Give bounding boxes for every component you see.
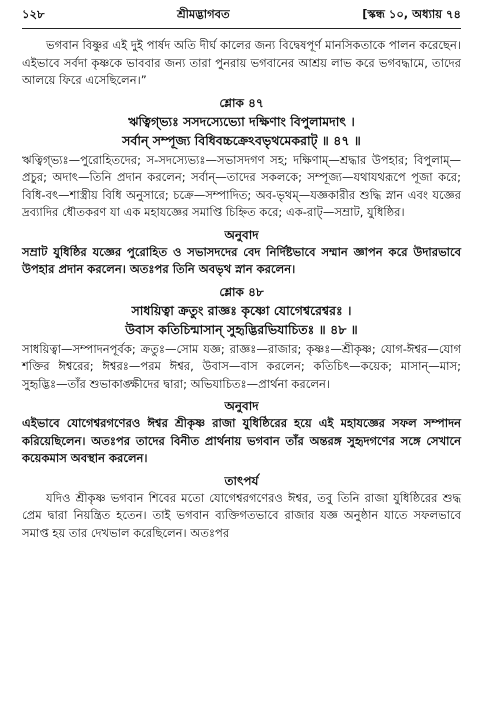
intro-paragraph: ভগবান বিষ্ণুর এই দুই পার্ষদ অতি দীর্ঘ কালের জন্য বিদ্বেষপূর্ণ মানসিকতাকে পালন করেছেন। এইভাবে সর্বদা কৃষ্ণকে ভাববার জন্য তারা পুনরায় ভগবানের আশ্রয় লাভ করে ভগবদ্ধামে, তাদের আলয়ে ফিরে এসেছিলেন।” [22, 38, 461, 87]
verse-47-translation-heading: অনুবাদ [224, 227, 259, 242]
verse-48-line-2: উবাস কতিচিন্মাসান্ সুহৃদ্ভিরভিযাচিতঃ ॥ ৪৮ ॥ [125, 321, 358, 337]
verse-48-heading: শ্লোক ৪৮ [219, 284, 264, 299]
header-rule [22, 28, 461, 29]
verse-48-synonyms: সাধয়িত্বা—সম্পাদনপূর্বক; ক্রতুঃ—সোম যজ্ঞ; রাজ্ঞঃ—রাজার; কৃষ্ণঃ—শ্রীকৃষ্ণ; যোগ-ঈশ্বর—যোগ শক্তির ঈশ্বরের; ঈশ্বরঃ—পরম ঈশ্বর, উবাস—বাস করলেন; কতিচিৎ—কয়েক; মাসান্—মাস; সুহৃদ্ভিঃ—তাঁর শুভাকাঙ্ক্ষীদের দ্বারা; অভিযাচিতঃ—প্রার্থনা করলেন। [22, 341, 461, 391]
section-reference: [স্কন্ধ ১০, অধ্যায় ৭৪ [362, 7, 461, 21]
verse-47-line-1: ঋত্বিগ্ভ্যঃ সসদস্যেভ্যো দক্ষিণাং বিপুলামদাৎ । [128, 113, 355, 129]
purport-paragraph: যদিও শ্রীকৃষ্ণ ভগবান শিবের মতো যোগেশ্বরগণেরও ঈশ্বর, তবু তিনি রাজা যুধিষ্ঠিরের শুদ্ধ প্রেম দ্বারা নিয়ন্ত্রিত হতেন। তাই ভগবান ব্যক্তিগতভাবে রাজার যজ্ঞ অনুষ্ঠান যাতে সফলভাবে সমাপ্ত হয় তার দেখভাল করেছিলেন। অতঃপর [22, 490, 461, 540]
verse-48-translation: এইভাবে যোগেশ্বরগণেরও ঈশ্বর শ্রীকৃষ্ণ রাজা যুধিষ্ঠিরের হয়ে এই মহাযজ্ঞের সফল সম্পাদন করিয়েছিলেন। অতঃপর তাদের বিনীত প্রার্থনায় ভগবান তাঁর অন্তরঙ্গ সুহৃদগণের সঙ্গে সেখানে কয়েকমাস অবস্থান করলেন। [22, 416, 461, 465]
page-number: ১২৮ [22, 7, 45, 21]
verse-47-heading: শ্লোক ৪৭ [219, 95, 264, 110]
verse-47-synonyms: ঋত্বিগ্ভ্যঃ—পুরোহিতদের; স-সদস্যেভ্যঃ—সভাসদগণ সহ; দক্ষিণাম্—শ্রদ্ধার উপহার; বিপুলাম্—প্রচুর; অদাৎ—তিনি প্রদান করলেন; সর্বান্—তাদের সকলকে; সম্পূজ্য—যথাযথরূপে পূজা করে; বিধি-বৎ—শাস্ত্রীয় বিধি অনুসারে; চক্রে—সম্পাদিত; অব-ভৃথম্—যজ্ঞকারীর শুদ্ধি স্নান এবং যজ্ঞের দ্রব্যাদির ধৌতকরণ যা এক মহাযজ্ঞের সমাপ্তি চিহ্নিত করে; এক-রাট্—সম্রাট, যুধিষ্ঠির। [22, 152, 461, 219]
verse-48-translation-heading: অনুবাদ [224, 399, 259, 413]
book-title: শ্রীমদ্ভাগবত [176, 7, 230, 21]
verse-47-translation: সম্রাট যুধিষ্ঠির যজ্ঞের পুরোহিত ও সভাসদদের বেদ নির্দিষ্টভাবে সম্মান জ্ঞাপন করে উদারভাবে উপহার প্রদান করলেন। অতঃপর তিনি অবভৃথ স্নান করলেন। [22, 244, 461, 276]
purport-heading: তাৎপর্য [224, 473, 259, 488]
verse-47-line-2: সর্বান্ সম্পূজ্য বিধিবচ্চক্রেঽবভৃথমেকরাট্ ॥ ৪৭ ॥ [122, 132, 361, 148]
page-header [22, 6, 461, 26]
verse-48-line-1: সাধয়িত্বা ক্রতুং রাজ্ঞঃ কৃষ্ণো যোগেশ্বরেশ্বরঃ । [131, 302, 352, 318]
